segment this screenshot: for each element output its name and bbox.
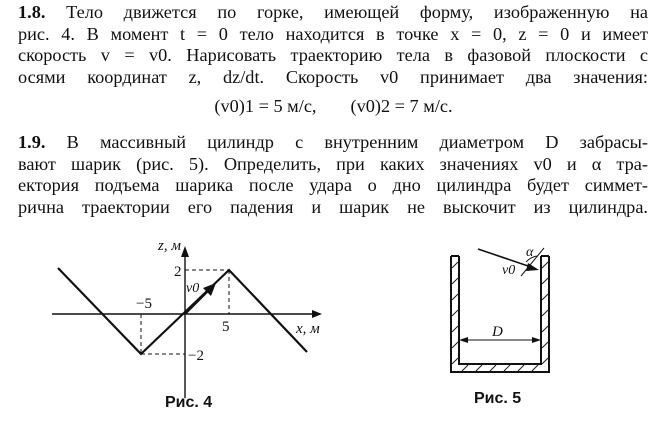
problem-1-9 (18, 132, 648, 218)
fig5-velocity-vector (478, 249, 534, 268)
fig4-tick-neg2: −2 (188, 348, 204, 364)
formula-value-2: (v0)2 = 7 м/с. (350, 96, 453, 116)
fig5-diameter-right-arrow-icon (532, 337, 541, 343)
fig5-diameter-left-arrow-icon (459, 337, 468, 343)
fig5-reference-line (521, 248, 544, 276)
problem-1-9-number: 1.9. (18, 132, 46, 152)
problem-1-9-line-4: рична траектории его падения и шарик не выскочит из цилиндра. (18, 196, 648, 217)
fig4-x-axis-arrow-icon (312, 310, 322, 318)
fig5-velocity-arrow-icon (526, 263, 539, 271)
fig5-cylinder-walls (451, 256, 549, 372)
fig5-angle-arc (526, 256, 538, 262)
fig4-tick-2: 2 (174, 264, 182, 280)
problem-1-9-line-2: вают шарик (рис. 5). Определить, при каких значениях v0 и α тра- (18, 153, 648, 174)
fig4-tick-neg5: −5 (136, 296, 152, 312)
fig5-velocity-label: v0 (502, 263, 516, 278)
velocity-values-formula (0, 96, 667, 117)
formula-value-1: (v0)1 = 5 м/с, (214, 96, 317, 116)
fig4-x-axis-label: x, м (296, 321, 320, 337)
fig4-velocity-arrow-icon (203, 283, 216, 296)
fig4-velocity-label: v0 (186, 281, 200, 296)
problem-1-8-line-2: рис. 4. В момент t = 0 тело находится в точке x = 0, z = 0 и имеет (18, 23, 648, 44)
figure-4-caption: Рис. 4 (165, 394, 213, 411)
fig5-cylinder-inner (459, 256, 541, 364)
problem-1-9-line-1: 1.9. В массивный цилиндр с внутренним диаметром D забрасы- (18, 132, 648, 152)
fig5-diameter-label: D (492, 324, 503, 340)
problem-1-8 (18, 2, 648, 88)
fig4-tick-5: 5 (222, 319, 230, 335)
fig4-z-axis-arrow-icon (181, 246, 189, 257)
problem-1-8-line-1: 1.8. Тело движется по горке, имеющей форму, изображенную на (18, 2, 648, 22)
fig5-angle-label: α (526, 245, 534, 260)
problem-1-9-line-3: ектория подъема шарика после удара о дно цилиндра будет симмет- (18, 175, 648, 196)
problem-1-8-number: 1.8. (18, 2, 46, 22)
fig4-slope-profile (58, 268, 307, 354)
fig4-velocity-vector (185, 287, 212, 314)
figure-5-caption: Рис. 5 (474, 390, 522, 407)
fig4-z-axis-label: z, м (158, 238, 181, 254)
problem-1-8-line-4: осями координат z, dz/dt. Скорость v0 принимает два значения: (18, 66, 648, 87)
problem-1-8-line-3: скорость v = v0. Нарисовать траекторию тела в фазовой плоскости с (18, 45, 648, 66)
